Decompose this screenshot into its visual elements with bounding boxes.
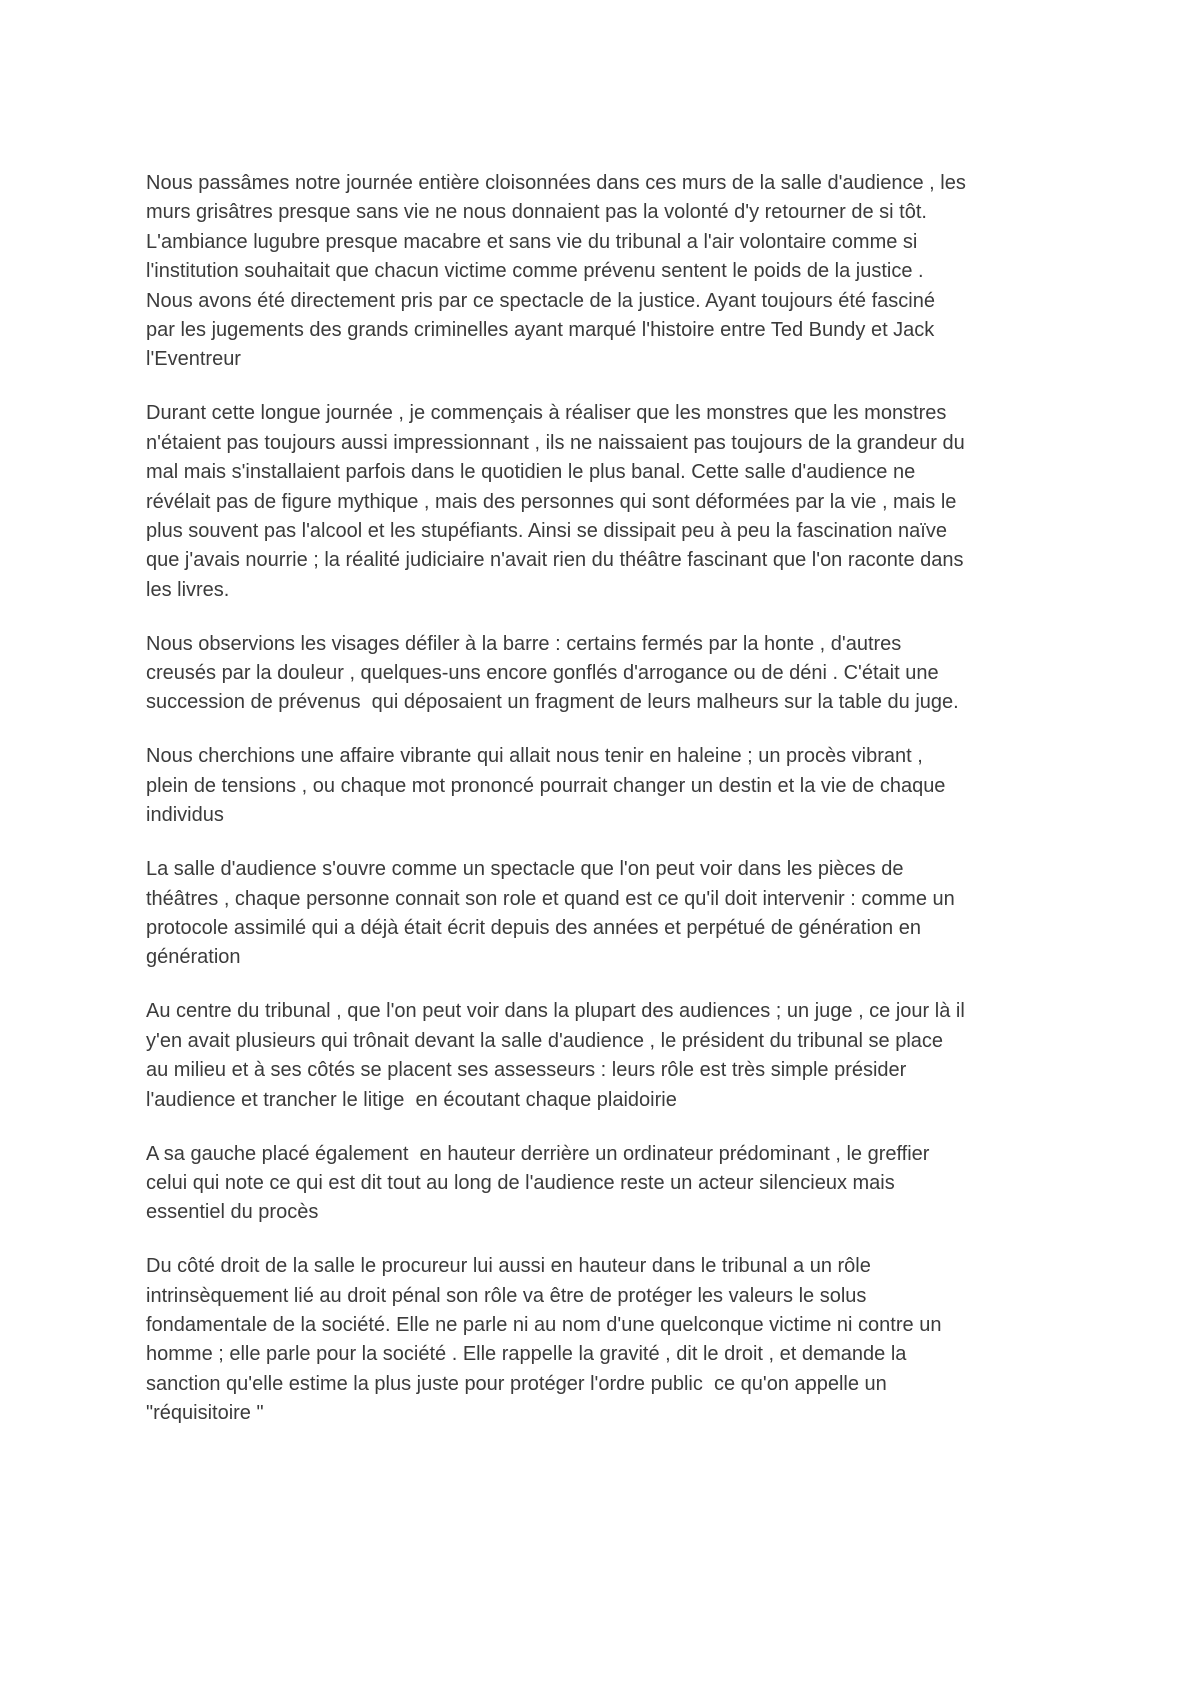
paragraph-5: [146, 855, 1066, 973]
text-line: révélait pas de figure mythique , mais des personnes qui sont déformées par la vie , mais le: [146, 490, 957, 513]
text-line: y'en avait plusieurs qui trônait devant la salle d'audience , le président du tribunal se place: [146, 1029, 944, 1052]
text-line: creusés par la douleur , quelques-uns encore gonflés d'arrogance ou de déni . C'était une: [146, 662, 939, 685]
text-line: celui qui note ce qui est dit tout au long de l'audience reste un acteur silencieux mais: [146, 1171, 895, 1194]
text-line: individus: [146, 804, 224, 827]
text-line: L'ambiance lugubre presque macabre et sans vie du tribunal a l'air volontaire comme si: [146, 230, 918, 253]
document-body: [146, 169, 1066, 1453]
text-line: au milieu et à ses côtés se placent ses assesseurs : leurs rôle est très simple présider: [146, 1059, 907, 1082]
text-line: que j'avais nourrie ; la réalité judiciaire n'avait rien du théâtre fascinant que l'on raconte dans: [146, 549, 964, 572]
text-line: protocole assimilé qui a déjà était écrit depuis des années et perpétué de génération en: [146, 916, 921, 939]
text-line: succession de prévenus qui déposaient un fragment de leurs malheurs sur la table du juge.: [146, 691, 959, 714]
text-line: Nous cherchions une affaire vibrante qui allait nous tenir en haleine ; un procès vibrant ,: [146, 745, 923, 768]
text-line: mal mais s'installaient parfois dans le quotidien le plus banal. Cette salle d'audience ne: [146, 461, 916, 484]
text-line: Nous passâmes notre journée entière cloisonnées dans ces murs de la salle d'audience , les: [146, 172, 966, 194]
text-line: Nous avons été directement pris par ce spectacle de la justice. Ayant toujours été fasciné: [146, 289, 935, 312]
text-line: n'étaient pas toujours aussi impressionnant , ils ne naissaient pas toujours de la grandeur du: [146, 431, 965, 454]
text-line: l'audience et trancher le litige en écoutant chaque plaidoirie: [146, 1088, 677, 1111]
text-line: sanction qu'elle estime la plus juste pour protéger l'ordre public ce qu'on appelle un: [146, 1372, 887, 1395]
text-line: par les jugements des grands criminelles ayant marqué l'histoire entre Ted Bundy et Jack: [146, 318, 935, 341]
text-line: homme ; elle parle pour la société . Elle rappelle la gravité , dit le droit , et demande la: [146, 1343, 907, 1366]
text-line: l'institution souhaitait que chacun victime comme prévenu sentent le poids de la justice .: [146, 260, 924, 283]
text-line: génération: [146, 946, 241, 969]
paragraph-7: [146, 1140, 1066, 1228]
text-line: murs grisâtres presque sans vie ne nous donnaient pas la volonté d'y retourner de si tôt.: [146, 201, 927, 224]
text-line: Au centre du tribunal , que l'on peut voir dans la plupart des audiences ; un juge , ce jour là il: [146, 1000, 965, 1023]
text-line: A sa gauche placé également en hauteur derrière un ordinateur prédominant , le greffier: [146, 1142, 930, 1165]
paragraph-2: [146, 399, 1066, 605]
text-line: l'Eventreur: [146, 348, 241, 371]
text-line: Durant cette longue journée , je commençais à réaliser que les monstres que les monstres: [146, 402, 947, 425]
paragraph-6: [146, 997, 1066, 1115]
text-line: intrinsèquement lié au droit pénal son rôle va être de protéger les valeurs le solus: [146, 1284, 867, 1307]
paragraph-4: [146, 742, 1066, 830]
text-line: plein de tensions , ou chaque mot prononcé pourrait changer un destin et la vie de chaque: [146, 774, 946, 797]
paragraph-1: [146, 169, 1066, 375]
text-line: La salle d'audience s'ouvre comme un spectacle que l'on peut voir dans les pièces de: [146, 858, 904, 881]
text-line: plus souvent pas l'alcool et les stupéfiants. Ainsi se dissipait peu à peu la fascination naïve: [146, 519, 947, 542]
text-line: Nous observions les visages défiler à la barre : certains fermés par la honte , d'autres: [146, 632, 902, 655]
text-line: théâtres , chaque personne connait son role et quand est ce qu'il doit intervenir : comme un: [146, 887, 955, 910]
text-line: les livres.: [146, 578, 230, 601]
text-line: "réquisitoire ": [146, 1402, 264, 1425]
text-line: fondamentale de la société. Elle ne parle ni au nom d'une quelconque victime ni contre un: [146, 1314, 942, 1337]
text-line: Du côté droit de la salle le procureur lui aussi en hauteur dans le tribunal a un rôle: [146, 1255, 871, 1278]
paragraph-3: [146, 630, 1066, 718]
paragraph-8: [146, 1252, 1066, 1428]
text-line: essentiel du procès: [146, 1201, 319, 1224]
